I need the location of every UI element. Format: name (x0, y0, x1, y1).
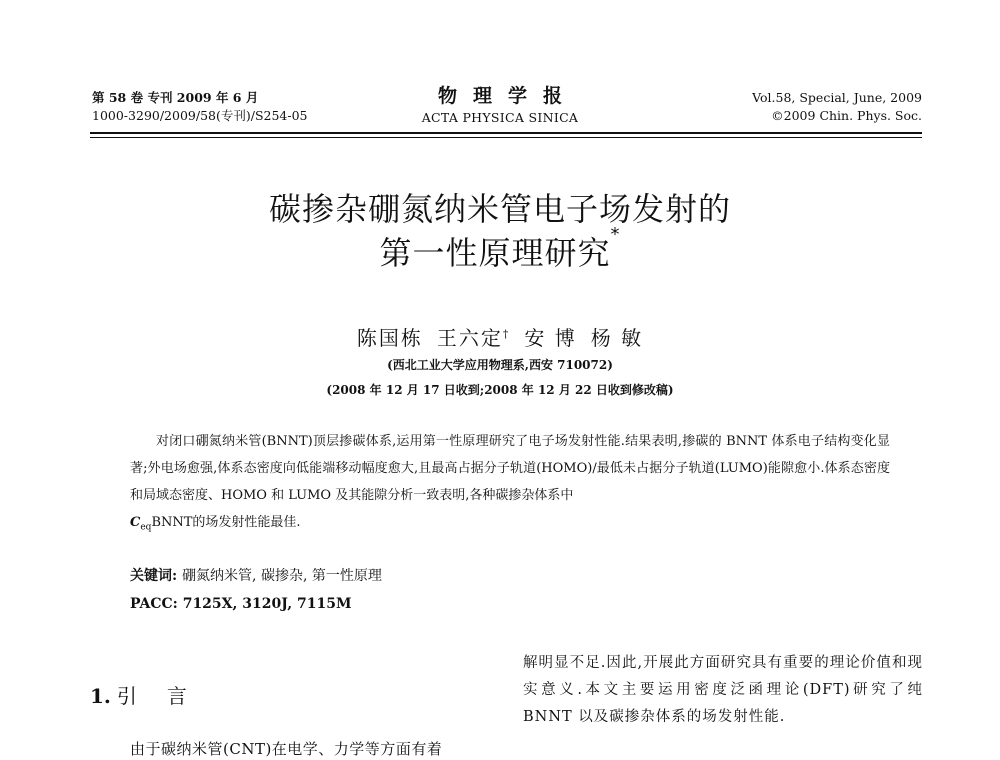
abstract-tail-text: BNNT的场发射性能最佳. (151, 515, 301, 530)
section-title: 引言 (116, 684, 217, 708)
received-dates: (2008 年 12 月 17 日收到;2008 年 12 月 22 日收到修改稿) (326, 383, 674, 397)
keywords-label: 关键词: (130, 568, 178, 584)
paper-title-line2 (0, 224, 1000, 274)
paper-title-text: 第一性原理研究 (379, 234, 611, 272)
journal-name-en: ACTA PHYSICA SINICA (421, 110, 579, 125)
article-code: 1000-3290/2009/58(专刊)/S254-05 (92, 108, 308, 123)
header-rule-thick (90, 132, 922, 134)
author-4: 杨 敏 (590, 326, 644, 350)
keywords-value: 硼氮纳米管, 碳掺杂, 第一性原理 (182, 568, 382, 584)
copyright: ©2009 Chin. Phys. Soc. (771, 108, 922, 123)
abstract-text: 对闭口硼氮纳米管(BNNT)顶层掺碳体系,运用第一性原理研究了电子场发射性能.结果表明,掺碳的 BNNT 体系电子结构变化显著;外电场愈强,体系态密度向低能端移动幅度愈大,且最高占据分子轨道(HOMO)/最低未占据分子轨道(LUMO)能隙愈小.体系态密度和局域态密度、HOMO 和 LUMO 及其能隙分析一致表明,各种碳掺杂体系中 (130, 434, 890, 503)
author-2: 王六定 (436, 326, 503, 350)
header-left (92, 89, 308, 125)
author-1: 陈国栋 (356, 326, 423, 350)
right-column-text: 解明显不足.因此,开展此方面研究具有重要的理论价值和现实意义.本文主要运用密度泛函理论(DFT)研究了纯 BNNT 以及碳掺杂体系的场发射性能. (523, 655, 923, 725)
title-footnote-mark: * (610, 224, 621, 245)
header-rule-thin (90, 137, 922, 138)
volume-en: Vol.58, Special, June, 2009 (752, 90, 922, 105)
abstract-tail (130, 509, 890, 542)
paper-title-line1: 碳掺杂硼氮纳米管电子场发射的 (268, 190, 731, 228)
volume-issue: 第 58 卷 专刊 2009 年 6 月 (92, 90, 259, 105)
pacc-label: PACC: (130, 596, 178, 612)
left-column-text: 由于碳纳米管(CNT)在电学、力学等方面有着 (130, 740, 443, 758)
keywords (130, 565, 382, 585)
abstract-symbol-sub: eq (140, 522, 152, 533)
author-list (0, 322, 1000, 351)
pacc (130, 596, 352, 612)
journal-name-cn: 物理学报 (437, 85, 578, 107)
abstract-symbol: C (130, 515, 141, 530)
journal-masthead (400, 84, 600, 125)
affiliation: (西北工业大学应用物理系,西安 710072) (387, 358, 613, 372)
corresponding-mark: † (502, 327, 511, 341)
section-heading (90, 680, 217, 709)
right-column (523, 650, 923, 731)
author-3: 安 博 (524, 326, 577, 350)
section-number: 1. (90, 684, 111, 708)
header-right (752, 89, 922, 125)
pacc-value: 7125X, 3120J, 7115M (182, 596, 352, 612)
abstract (130, 428, 890, 542)
